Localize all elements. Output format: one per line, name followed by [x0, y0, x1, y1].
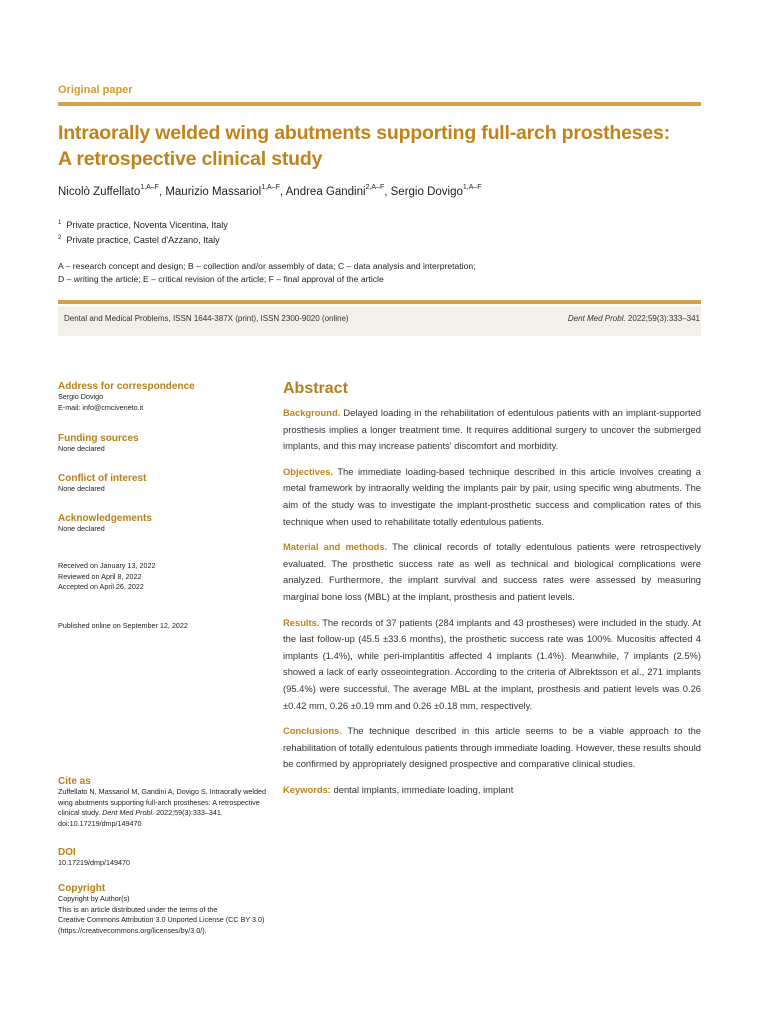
journal-abbrev: Dent Med Probl.: [567, 314, 626, 323]
conclusions-text: The technique described in this article seems to be a viable approach to the rehabilitation of totally edentulous patients through immediate loading. However, these results should be confirmed by appropriately designed prospective and comparative clinical studies.: [283, 725, 701, 770]
abstract-background: [283, 405, 701, 455]
conclusions-label: Conclusions.: [283, 725, 342, 737]
cite-line: wing abutments supporting full-arch prostheses: A retrospective: [58, 797, 260, 807]
cite-doi[interactable]: doi:10.17219/dmp/149470: [58, 818, 142, 828]
copyright-license-link[interactable]: (https://creativecommons.org/licenses/by/3.0/).: [58, 925, 207, 935]
doi-heading: DOI: [58, 847, 76, 858]
copyright-section: [58, 883, 268, 936]
correspondence-section: [58, 381, 268, 413]
acknowledgements-text: None declared: [58, 524, 105, 533]
article-title: [58, 120, 703, 172]
background-text: Delayed loading in the rehabilitation of edentulous patients with an implant-supported prosthesis implies a longer treatment time. It requires additional surgery to uncover the submerged implants, and this may increase patients' discomfort and morbidity.: [283, 407, 701, 452]
conflict-section: [58, 473, 268, 495]
objectives-label: Objectives.: [283, 465, 334, 477]
abstract-results: [283, 615, 701, 715]
published-section: [58, 621, 268, 632]
published-date: Published online on September 12, 2022: [58, 621, 188, 630]
results-label: Results.: [283, 616, 320, 628]
background-label: Background.: [283, 407, 341, 418]
methods-label: Material and methods.: [283, 541, 388, 553]
author-affiliation-sup: 2,A–F: [365, 184, 385, 191]
cite-line: clinical study. Dent Med Probl. 2022;59(3):333–341.: [58, 808, 223, 817]
copyright-line: This is an article distributed under the terms of the: [58, 904, 218, 914]
contributions-line-2: D – writing the article; E – critical revision of the article; F – final approval of the article: [58, 274, 384, 284]
correspondence-email[interactable]: E-mail: info@cmciveneto.it: [58, 402, 144, 412]
funding-text: None declared: [58, 444, 105, 453]
journal-volume: 2022;59(3):333–341: [625, 314, 700, 323]
doi-link[interactable]: 10.17219/dmp/149470: [58, 858, 130, 867]
journal-issn: Dental and Medical Problems, ISSN 1644-387X (print), ISSN 2300-9020 (online): [64, 314, 349, 323]
cite-line: Zuffellato N, Massariol M, Gandini A, Dovigo S. Intraorally welded: [58, 787, 266, 796]
keywords-text: dental implants, immediate loading, implant: [330, 783, 514, 795]
contributions-line-1: A – research concept and design; B – collection and/or assembly of data; C – data analysis and interpretation;: [58, 261, 476, 271]
author-list: Nicolò Zuffellato$^{1,A-F}$, Maurizio Massariol$^{1,A-F}$, Andrea Gandini$^{2,A-F}$, Sergio Dovigo$^{1,A-F}$: [58, 184, 482, 198]
title-line-1: Intraorally welded wing abutments supporting full-arch prostheses:: [58, 122, 670, 144]
conflict-text: None declared: [58, 484, 105, 493]
acknowledgements-section: [58, 513, 268, 535]
author-affiliation-sup: 1,A–F: [261, 184, 280, 191]
affiliation-1: [58, 220, 228, 230]
conflict-heading: Conflict of interest: [58, 473, 147, 484]
author-name: Nicolò Zuffellato: [58, 186, 141, 198]
journal-rule: [58, 300, 701, 304]
author-affiliation-sup: 1,A–F: [140, 184, 159, 191]
abstract-keywords: [283, 782, 701, 799]
abstract-body: [283, 405, 701, 807]
journal-citation: [568, 314, 700, 323]
article-type-label: Original paper: [58, 84, 133, 96]
correspondence-name: Sergio Dovigo: [58, 392, 104, 401]
cite-heading: Cite as: [58, 776, 91, 787]
contributions-legend: [58, 260, 718, 286]
copyright-line: Creative Commons Attribution 3.0 Unported License (CC BY 3.0): [58, 915, 265, 924]
affiliation-2: [58, 235, 220, 245]
funding-heading: Funding sources: [58, 433, 139, 444]
author-name: Sergio Dovigo: [390, 186, 463, 198]
methods-text: The clinical records of totally edentulous patients were retrospectively evaluated. The prosthetic success rate as well as technical and biological complications were analyzed. Furthermore, the implant survival and success rates were assessed by measuring marginal bone loss (MBL) at the implant, prosthesis and patient levels.: [283, 541, 701, 602]
cite-section: [58, 776, 268, 829]
funding-section: [58, 433, 268, 455]
author-affiliation-sup: 1,A–F: [462, 184, 482, 191]
abstract-conclusions: [283, 723, 701, 773]
affiliation-number: 1: [58, 220, 62, 226]
accepted-date: Accepted on April 26, 2022: [58, 582, 144, 591]
doi-section: [58, 847, 268, 869]
abstract-heading: Abstract: [283, 380, 348, 397]
correspondence-heading: Address for correspondence: [58, 381, 195, 392]
received-date: Received on January 13, 2022: [58, 561, 156, 570]
results-text: The records of 37 patients (284 implants and 43 prostheses) were included in the study. At the last follow-up (45.5 ±33.6 months), the prosthetic success rate was 100%. Mucositis affected 4 implants (1.4%), while peri-implantitis affected 4 implants (1.4%). Meanwhile, 7 implants (2.5%) showed a lack of early osseointegration. According to the criteria of Albrektsson et al., 271 implants (95.4%) were successful. The average MBL at the implant, prosthesis and patient levels was 0.26 ±0.42 mm, 0.26 ±0.19 mm and 0.26 ±0.18 mm, respectively.: [283, 616, 701, 711]
acknowledgements-heading: Acknowledgements: [58, 513, 152, 524]
affiliation-text: Private practice, Castel d'Azzano, Italy: [66, 235, 220, 245]
author-name: Andrea Gandini: [285, 186, 366, 198]
keywords-label: Keywords:: [283, 783, 331, 795]
dates-section: [58, 561, 268, 593]
abstract-methods: [283, 539, 701, 605]
affiliation-number: 2: [58, 235, 62, 241]
title-line-2: A retrospective clinical study: [58, 148, 323, 170]
objectives-text: The immediate loading-based technique described in this article involves creating a metal framework by intraorally welding the implants pair by pair, using specific wing abutments. The aim of the study was to investigate the implant-prosthetic success and complication rates of this technique when used to rehabilitate totally edentulous patients.: [283, 465, 701, 527]
copyright-line: Copyright by Author(s): [58, 894, 130, 903]
author-name: Maurizio Massariol: [165, 186, 262, 198]
header-rule: [58, 102, 701, 106]
copyright-heading: Copyright: [58, 883, 106, 894]
affiliation-text: Private practice, Noventa Vicentina, Italy: [66, 220, 228, 230]
abstract-objectives: [283, 464, 701, 530]
reviewed-date: Reviewed on April 8, 2022: [58, 571, 142, 581]
